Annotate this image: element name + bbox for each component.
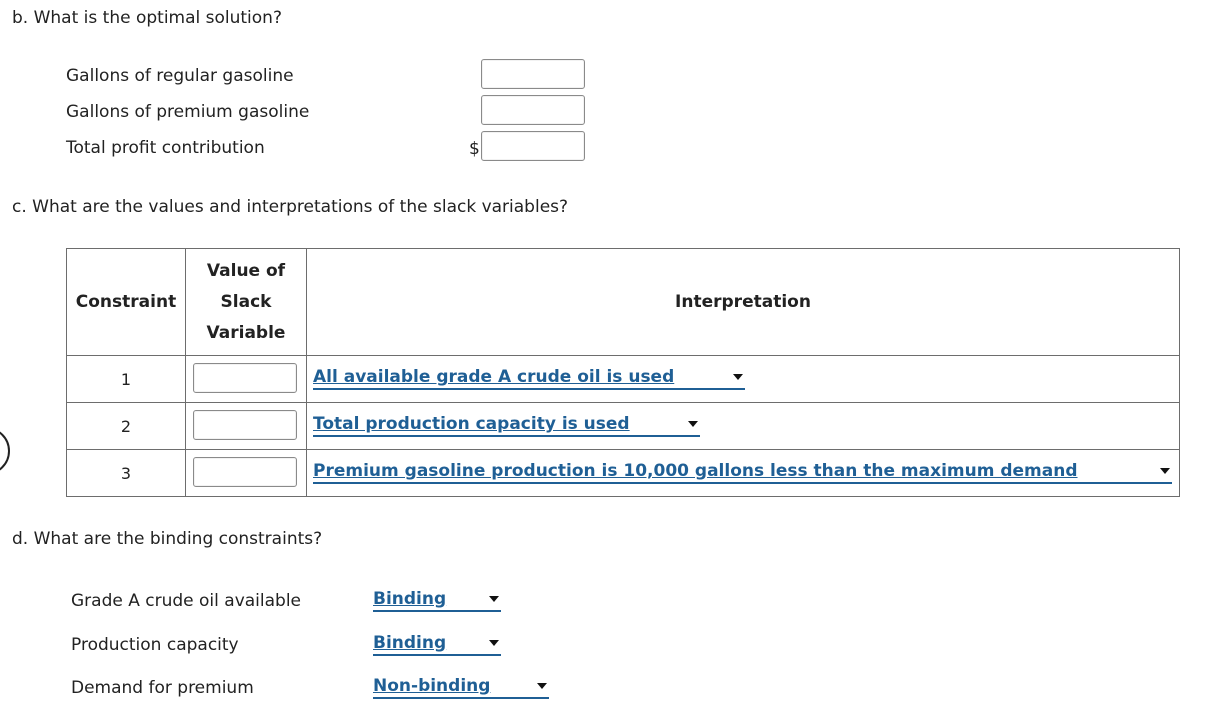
table-row	[67, 356, 1180, 403]
interpretation-dropdown[interactable]	[313, 460, 1172, 484]
table-row	[67, 403, 1180, 450]
dropdown-selected-text: All available grade A crude oil is used	[313, 367, 675, 387]
interpretation-cell	[307, 450, 1180, 497]
interpretation-cell	[307, 356, 1180, 403]
total-profit-input[interactable]	[481, 131, 585, 161]
dropdown-selected-text: Binding	[373, 589, 447, 609]
premium-gasoline-label: Gallons of premium gasoline	[66, 102, 310, 122]
question-b: b. What is the optimal solution?	[12, 8, 282, 28]
slack-value-input[interactable]	[193, 363, 297, 393]
dropdown-selected-text: Binding	[373, 633, 447, 653]
production-capacity-dropdown[interactable]	[373, 632, 501, 656]
regular-gasoline-label: Gallons of regular gasoline	[66, 66, 294, 86]
dropdown-arrow-icon	[1160, 468, 1170, 474]
dropdown-selected-text: Premium gasoline production is 10,000 gallons less than the maximum demand	[313, 461, 1078, 481]
dropdown-arrow-icon	[537, 683, 547, 689]
grade-a-crude-label: Grade A crude oil available	[71, 591, 302, 611]
dropdown-arrow-icon	[733, 374, 743, 380]
demand-premium-dropdown[interactable]	[373, 675, 549, 699]
question-c: c. What are the values and interpretations of the slack variables?	[12, 197, 569, 217]
dropdown-arrow-icon	[489, 640, 499, 646]
constraint-number: 1	[67, 356, 186, 403]
constraint-header: Constraint	[67, 249, 186, 356]
interpretation-cell	[307, 403, 1180, 450]
production-capacity-label: Production capacity	[71, 635, 239, 655]
slack-value-cell	[186, 356, 307, 403]
grade-a-crude-dropdown[interactable]	[373, 588, 501, 612]
slack-value-cell	[186, 403, 307, 450]
interpretation-dropdown[interactable]	[313, 413, 700, 437]
dropdown-selected-text: Total production capacity is used	[313, 414, 630, 434]
slack-table	[66, 248, 1180, 497]
demand-premium-label: Demand for premium	[71, 678, 254, 698]
premium-gasoline-input[interactable]	[481, 95, 585, 125]
constraint-number: 3	[67, 450, 186, 497]
dropdown-arrow-icon	[688, 421, 698, 427]
slack-value-input[interactable]	[193, 457, 297, 487]
total-profit-label: Total profit contribution	[66, 138, 265, 158]
dollar-sign: $	[469, 139, 480, 159]
slack-value-cell	[186, 450, 307, 497]
dropdown-arrow-icon	[489, 596, 499, 602]
dropdown-selected-text: Non-binding	[373, 676, 491, 696]
slack-header-line3: Variable	[206, 322, 286, 343]
slack-header-line1: Value of	[206, 260, 286, 281]
interpretation-dropdown[interactable]	[313, 366, 745, 390]
question-d: d. What are the binding constraints?	[12, 529, 323, 549]
slack-header-line2: Slack	[220, 291, 272, 312]
constraint-number: 2	[67, 403, 186, 450]
table-row	[67, 450, 1180, 497]
partial-circle-decoration	[0, 427, 10, 475]
slack-value-input[interactable]	[193, 410, 297, 440]
slack-value-header	[186, 249, 307, 356]
regular-gasoline-input[interactable]	[481, 59, 585, 89]
interpretation-header: Interpretation	[307, 249, 1180, 356]
